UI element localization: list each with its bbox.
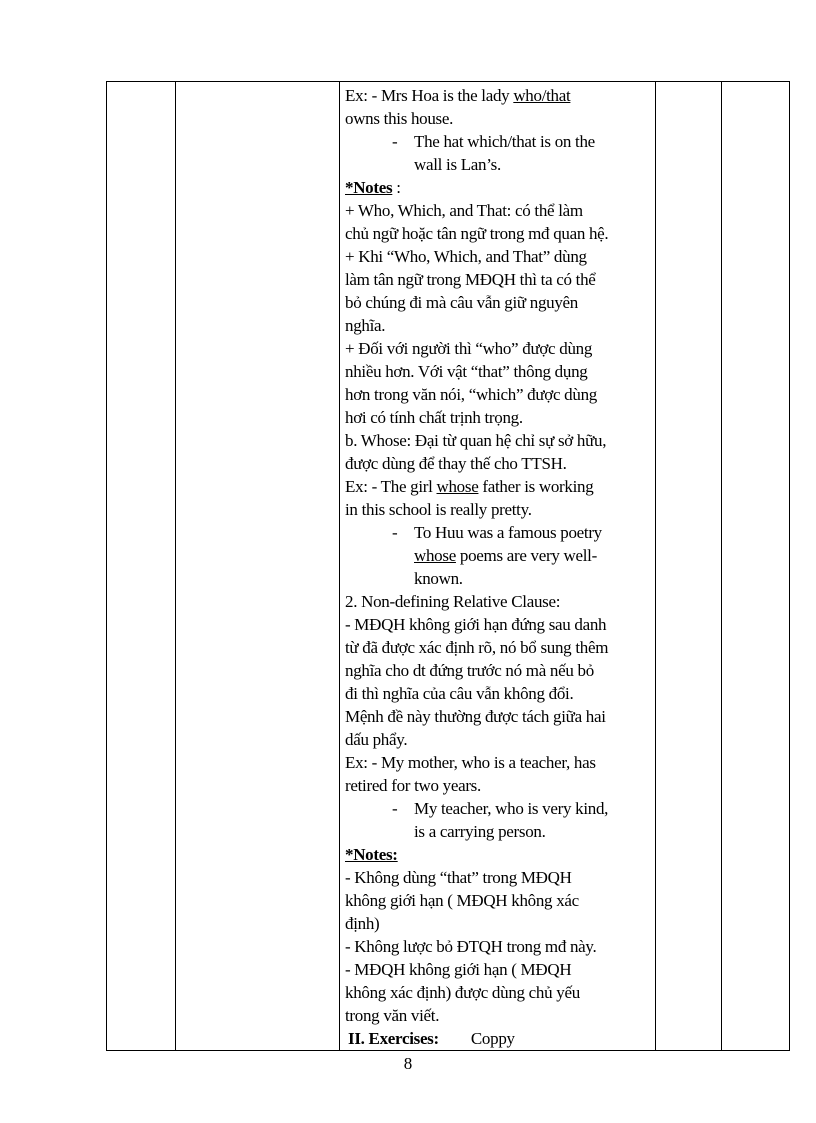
bullet-item: - The hat which/that is on the <box>392 132 595 151</box>
whose-line: được dùng để thay thế cho TTSH. <box>345 454 567 473</box>
note-line: + Who, Which, and That: có thể làm <box>345 201 583 220</box>
column-2-cell <box>176 82 340 1051</box>
example-line: owns this house. <box>345 109 454 128</box>
note-line: - MĐQH không giới hạn ( MĐQH <box>345 960 572 979</box>
bullet-continuation: is a carrying person. <box>414 822 546 841</box>
nondef-line: đi thì nghĩa của câu vẫn không đổi. <box>345 684 574 703</box>
note-line: hơn trong văn nói, “which” được dùng <box>345 385 597 404</box>
nondef-line: từ đã được xác định rõ, nó bổ sung thêm <box>345 638 609 657</box>
column-4-cell <box>656 82 722 1051</box>
note-line: định) <box>345 914 380 933</box>
example-line: Ex: - The girl whose father is working <box>345 477 594 496</box>
bullet-dash: - <box>392 799 398 818</box>
bullet-continuation: whose poems are very well- <box>414 546 597 565</box>
note-line: nghĩa. <box>345 316 386 335</box>
note-line: không giới hạn ( MĐQH không xác <box>345 891 579 910</box>
content-cell <box>340 82 656 1051</box>
example-line: Ex: - Mrs Hoa is the lady who/that <box>345 86 571 105</box>
whose-line: b. Whose: Đại từ quan hệ chỉ sự sở hữu, <box>345 431 607 450</box>
page-number: 8 <box>403 1054 413 1073</box>
bullet-dash: - <box>392 523 398 542</box>
note-line: nhiều hơn. Với vật “that” thông dụng <box>345 362 588 381</box>
bullet-item: - To Huu was a famous poetry <box>392 523 602 542</box>
notes-heading: *Notes: <box>345 845 398 864</box>
note-line: làm tân ngữ trong MĐQH thì ta có thể <box>345 270 596 289</box>
nondef-line: Mệnh đề này thường được tách giữa hai <box>345 707 606 726</box>
bullet-item: - My teacher, who is very kind, <box>392 799 609 818</box>
note-line: hơi có tính chất trịnh trọng. <box>345 408 523 427</box>
notes-heading: *Notes : <box>345 178 401 197</box>
nondef-line: Ex: - My mother, who is a teacher, has <box>345 753 596 772</box>
bullet-continuation: wall is Lan’s. <box>414 155 501 174</box>
note-line: chủ ngữ hoặc tân ngữ trong mđ quan hệ. <box>345 224 609 243</box>
column-1-cell <box>107 82 176 1051</box>
note-line: + Khi “Who, Which, and That” dùng <box>345 247 587 266</box>
exercises-line: II. Exercises: Coppy <box>348 1029 515 1048</box>
nondef-line: retired for two years. <box>345 776 481 795</box>
note-line: trong văn viết. <box>345 1006 440 1025</box>
column-5-cell <box>722 82 790 1051</box>
note-line: - Không dùng “that” trong MĐQH <box>345 868 572 887</box>
bullet-dash: - <box>392 132 398 151</box>
nondef-line: nghĩa cho dt đứng trước nó mà nếu bỏ <box>345 661 594 680</box>
example-line: in this school is really pretty. <box>345 500 532 519</box>
note-line: + Đối với người thì “who” được dùng <box>345 339 593 358</box>
note-line: bỏ chúng đi mà câu vẫn giữ nguyên <box>345 293 579 312</box>
note-line: không xác định) được dùng chủ yếu <box>345 983 580 1002</box>
note-line: - Không lược bỏ ĐTQH trong mđ này. <box>345 937 597 956</box>
bullet-continuation: known. <box>414 569 463 588</box>
nondef-line: - MĐQH không giới hạn đứng sau danh <box>345 615 607 634</box>
nondef-line: 2. Non-defining Relative Clause: <box>345 592 561 611</box>
lesson-table <box>106 81 790 1051</box>
nondef-line: dấu phẩy. <box>345 730 408 749</box>
